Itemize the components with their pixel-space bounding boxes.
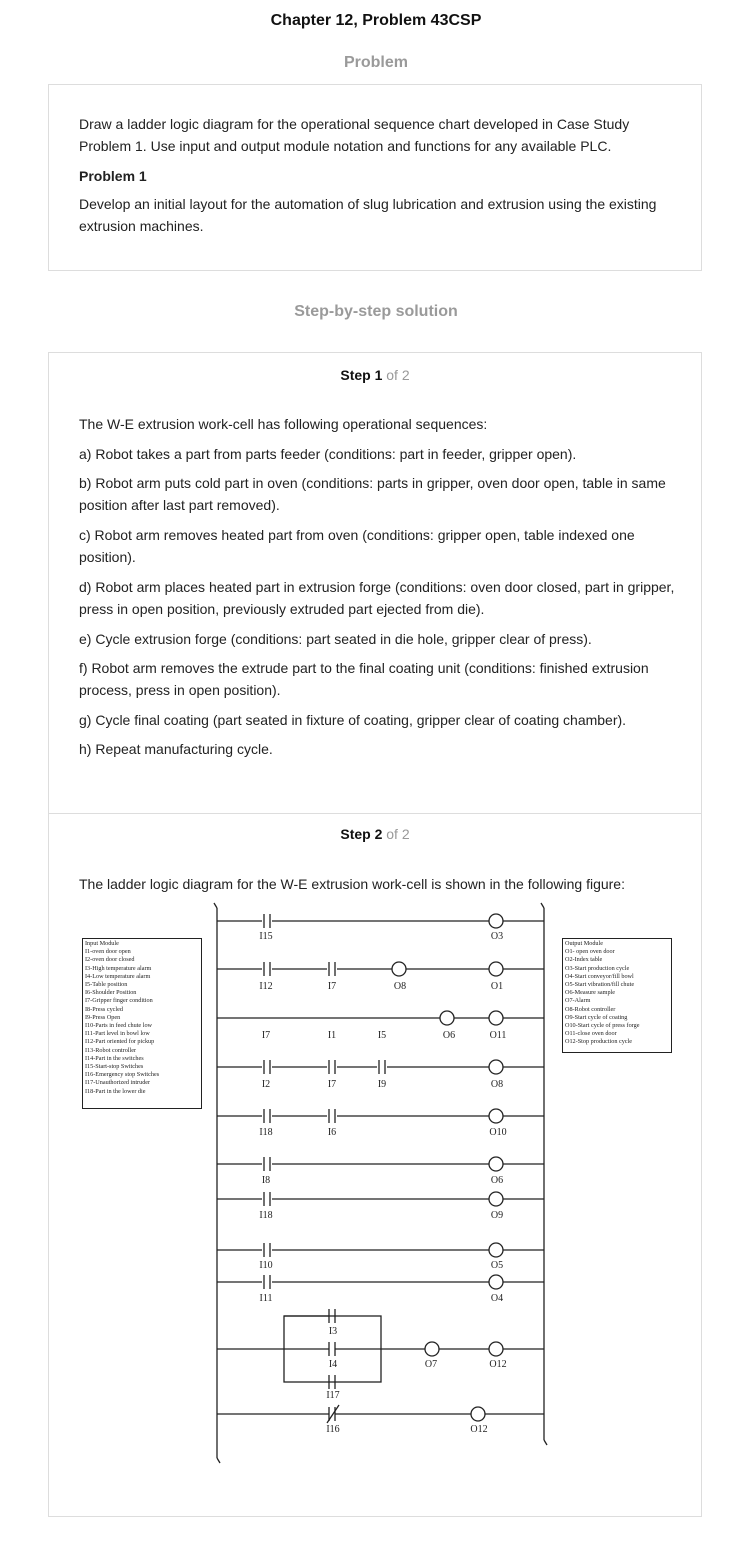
label-I3: I3	[328, 1326, 338, 1337]
input-item: I14-Part in the switches	[85, 1054, 144, 1062]
label-I18-a: I18	[259, 1127, 273, 1138]
input-item: I4-Low temperature alarm	[85, 972, 151, 980]
step1-of: of 2	[386, 367, 410, 383]
step1-item-f: f) Robot arm removes the extrude part to the final coating unit (conditions: finished extrusion process, press in open position).	[79, 660, 649, 698]
label-I2: I2	[261, 1079, 271, 1090]
input-item: I2-oven door closed	[85, 956, 135, 964]
problem-sub-text: Develop an initial layout for the automation of slug lubrication and extrusion using the existing extrusion machines.	[79, 196, 657, 234]
input-item: I3-High temperature alarm	[85, 964, 152, 972]
input-item: I11-Part level in bowl low	[85, 1030, 150, 1038]
rung-3	[217, 1011, 544, 1025]
step2-label: Step 2	[340, 826, 383, 842]
output-item: O11-close oven door	[565, 1030, 617, 1038]
rung-11	[217, 1405, 544, 1423]
label-O8-b: O8	[490, 1079, 504, 1090]
output-item: O2-Index table	[565, 956, 603, 964]
label-I6: I6	[327, 1127, 337, 1138]
label-I7-c: I7	[327, 1079, 337, 1090]
rung-7	[217, 1192, 544, 1206]
output-item: O5-Start vibration/fill chute	[565, 981, 635, 989]
label-O5: O5	[490, 1260, 504, 1271]
label-I11: I11	[259, 1293, 273, 1304]
output-item: O8-Robot controller	[565, 1005, 616, 1013]
step1-item-a: a) Robot takes a part from parts feeder (conditions: part in feeder, gripper open).	[79, 446, 577, 462]
input-item: I1-oven door open	[85, 948, 131, 956]
coil-O8-b	[489, 1060, 503, 1074]
input-item: I17-Unauthorized intruder	[85, 1079, 151, 1087]
coil-O6-a	[440, 1011, 454, 1025]
coil-O10	[489, 1109, 503, 1123]
coil-O12-b	[471, 1407, 485, 1421]
output-item: O12-Stop production cycle	[565, 1038, 633, 1046]
coil-O8-a	[392, 962, 406, 976]
label-O8-a: O8	[393, 981, 407, 992]
input-module-legend	[82, 938, 202, 1109]
input-module-title: Input Module	[85, 940, 119, 947]
label-I10: I10	[259, 1260, 273, 1271]
label-I8: I8	[261, 1175, 271, 1186]
step1-item-h: h) Repeat manufacturing cycle.	[79, 741, 273, 757]
rung-9	[217, 1275, 544, 1289]
rung-10	[217, 1309, 544, 1389]
rung-4	[217, 1060, 544, 1074]
label-O6-b: O6	[490, 1175, 504, 1186]
step1-item-c: c) Robot arm removes heated part from oven (conditions: gripper open, table indexed one position).	[79, 527, 635, 565]
label-I15: I15	[259, 931, 273, 942]
step1-intro: The W-E extrusion work-cell has following operational sequences:	[79, 416, 488, 432]
output-item: O4-Start conveyor/fill bowl	[565, 972, 634, 980]
input-item: I13-Robot controller	[85, 1046, 137, 1054]
coil-O9	[489, 1192, 503, 1206]
coil-O11	[489, 1011, 503, 1025]
coil-O1	[489, 962, 503, 976]
output-item: O1- open oven door	[565, 948, 615, 956]
input-item: I12-Part oriented for pickup	[85, 1038, 155, 1046]
label-I7-a: I7	[327, 981, 337, 992]
page-title: Chapter 12, Problem 43CSP	[270, 12, 482, 29]
rung-2	[217, 962, 544, 976]
input-item: I10-Parts in feed chute low	[85, 1022, 153, 1030]
problem-sub-heading: Problem 1	[79, 168, 147, 184]
label-O12-a: O12	[489, 1359, 507, 1370]
output-item: O6-Measure sample	[565, 989, 615, 997]
input-item: I9-Press Open	[85, 1013, 121, 1021]
label-O3: O3	[490, 931, 504, 942]
problem-heading: Problem	[343, 54, 408, 71]
coil-O7	[425, 1342, 439, 1356]
label-I5: I5	[377, 1030, 387, 1041]
rung-8	[217, 1243, 544, 1257]
step2-of: of 2	[386, 826, 410, 842]
step2-intro: The ladder logic diagram for the W-E extrusion work-cell is shown in the following figure:	[79, 876, 625, 892]
coil-O5	[489, 1243, 503, 1257]
label-I9: I9	[377, 1079, 387, 1090]
step1-item-g: g) Cycle final coating (part seated in fixture of coating, gripper clear of coating chamber).	[79, 712, 627, 728]
coil-O4	[489, 1275, 503, 1289]
rung-1	[217, 914, 544, 928]
step1-item-b: b) Robot arm puts cold part in oven (conditions: parts in gripper, oven door open, table in same position after last part removed).	[79, 475, 666, 513]
label-I16: I16	[326, 1424, 340, 1435]
label-O12-b: O12	[470, 1424, 488, 1435]
output-module-title: Output Module	[565, 940, 603, 947]
step1-item-d: d) Robot arm places heated part in extrusion forge (conditions: oven door closed, part in gripper, press in open position, previously extruded part ejected from die).	[79, 579, 675, 617]
input-item: I7-Gripper finger condition	[85, 997, 153, 1005]
label-O6-a: O6	[442, 1030, 456, 1041]
input-item: I15-Start-stop Switches	[85, 1063, 144, 1071]
rung-6	[217, 1157, 544, 1171]
label-I1: I1	[327, 1030, 337, 1041]
label-I7-b: I7	[261, 1030, 271, 1041]
input-item: I16-Emergency stop Switches	[85, 1071, 160, 1079]
label-O1: O1	[490, 981, 504, 992]
label-I18-b: I18	[259, 1210, 273, 1221]
output-item: O3-Start production cycle	[565, 964, 630, 972]
input-item: I6-Shoulder Position	[85, 989, 137, 997]
input-item: I5-Table position	[85, 981, 128, 989]
step1-item-e: e) Cycle extrusion forge (conditions: part seated in die hole, gripper clear of press).	[79, 631, 592, 647]
label-O11: O11	[489, 1030, 507, 1041]
problem-text: Draw a ladder logic diagram for the operational sequence chart developed in Case Study Problem 1. Use input and output module notation and functions for any available PLC.	[79, 116, 630, 154]
rung-5	[217, 1109, 544, 1123]
output-module-legend	[562, 938, 672, 1053]
output-item: O9-Start cycle of coating	[565, 1013, 628, 1021]
coil-O12-a	[489, 1342, 503, 1356]
label-O10: O10	[489, 1127, 507, 1138]
input-item: I8-Press cycled	[85, 1005, 123, 1013]
label-O9: O9	[490, 1210, 504, 1221]
label-I17: I17	[326, 1390, 340, 1401]
input-item: I18-Part in the lower die	[85, 1087, 146, 1095]
label-I12: I12	[259, 981, 273, 992]
coil-O6-b	[489, 1157, 503, 1171]
label-I4: I4	[328, 1359, 338, 1370]
label-O4: O4	[490, 1293, 504, 1304]
output-item: O10-Start cycle of press forge	[565, 1022, 640, 1030]
step1-label: Step 1	[340, 367, 383, 383]
label-O7: O7	[424, 1359, 438, 1370]
coil-O3	[489, 914, 503, 928]
solution-heading: Step-by-step solution	[294, 303, 458, 320]
output-item: O7-Alarm	[565, 997, 591, 1005]
